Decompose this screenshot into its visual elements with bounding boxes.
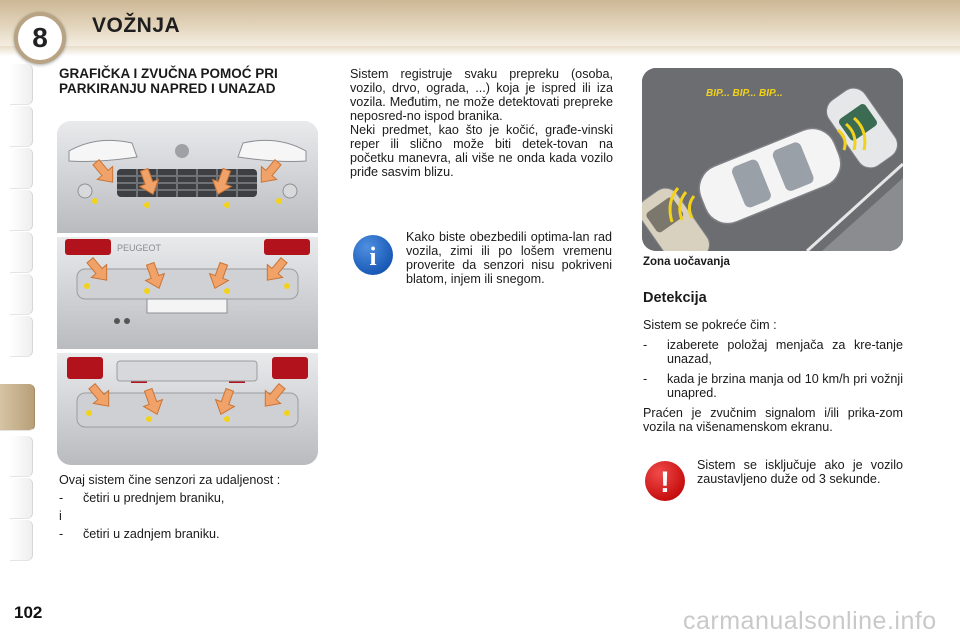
warning-note: Sistem se isključuje ako je vozilo zaustavljeno duže od 3 sekunde.	[697, 458, 903, 486]
detection-zone-illustration	[642, 68, 903, 251]
chapter-tab[interactable]	[10, 436, 33, 477]
list-dash: -	[643, 338, 648, 352]
system-paragraph-2: Neki predmet, kao što je kočić, građe-vinski reper ili slično može biti detek-tovan na početku manevra, ali više ne onda kada vozilo priđe sasvim blizu.	[350, 123, 613, 179]
detection-item-speed: kada je brzina manja od 10 km/h pri vožnji unapred.	[667, 372, 903, 400]
detection-intro: Sistem se pokreće čim :	[643, 318, 777, 332]
watermark: carmanualsonline.info	[683, 607, 937, 635]
detection-list-item	[643, 372, 903, 400]
detection-list-item	[643, 338, 903, 366]
sensor-list-item	[59, 525, 321, 543]
info-note: Kako biste obezbedili optima-lan rad vozila, zimi ili po lošem vremenu proverite da senzori nisu pokriveni blatom, injem ili snegom.	[406, 230, 612, 286]
detection-heading: Detekcija	[643, 290, 707, 306]
chapter-tab[interactable]	[10, 148, 33, 189]
sensor-item-rear: četiri u zadnjem braniku.	[83, 527, 220, 541]
header-shadow	[0, 46, 960, 56]
figure-caption: Zona uočavanja	[643, 256, 730, 268]
warning-icon	[645, 461, 685, 501]
chapter-tab[interactable]	[10, 274, 33, 315]
sensor-description	[59, 471, 321, 543]
section-title: GRAFIČKA I ZVUČNA POMOĆ PRI PARKIRANJU NAPRED I UNAZAD	[59, 66, 278, 96]
detection-zone-figure	[642, 68, 903, 251]
bumper-sensors-figure	[57, 121, 318, 465]
detection-followup: Praćen je zvučnim signalom i/ili prika-zom vozila na višenamenskom ekranu.	[643, 406, 903, 434]
chapter-title: VOŽNJA	[92, 14, 181, 37]
list-dash: -	[643, 372, 648, 386]
info-icon-glyph: i	[369, 242, 377, 271]
warning-icon-glyph: !	[660, 466, 670, 499]
beep-label: BIP... BIP... BIP...	[706, 88, 783, 99]
sensor-connector: i	[59, 509, 62, 523]
bumper-sensors-illustration	[57, 121, 318, 465]
chapter-tab[interactable]	[10, 520, 33, 561]
chapter-tab[interactable]	[10, 64, 33, 105]
chapter-number-badge: 8	[14, 12, 66, 64]
chapter-tab-strip	[0, 64, 34, 584]
system-paragraph-1: Sistem registruje svaku prepreku (osoba, vozilo, drvo, ograda, ...) koja je ispred ili iza vozila. Međutim, ne može detektovati prepreke neposred-no ispod branika.	[350, 67, 613, 123]
chapter-tab[interactable]	[10, 190, 33, 231]
chapter-tab[interactable]	[10, 232, 33, 273]
list-dash: -	[59, 527, 64, 541]
sensor-item-front: četiri u prednjem braniku,	[83, 491, 225, 505]
list-dash: -	[59, 491, 64, 505]
chapter-tab[interactable]	[10, 106, 33, 147]
sensor-list-item	[59, 489, 321, 507]
detection-item-reverse: izaberete položaj menjača za kre-tanje unazad,	[667, 338, 903, 366]
chapter-tab[interactable]	[10, 316, 33, 357]
detection-description	[643, 318, 903, 440]
page-number: 102	[14, 603, 43, 622]
sensor-intro: Ovaj sistem čine senzori za udaljenost :	[59, 473, 281, 487]
chapter-tab[interactable]	[10, 478, 33, 519]
system-description	[350, 67, 613, 179]
info-icon	[353, 235, 393, 275]
car-badge-text: PEUGEOT	[117, 243, 162, 253]
chapter-tab-active[interactable]	[0, 384, 35, 431]
